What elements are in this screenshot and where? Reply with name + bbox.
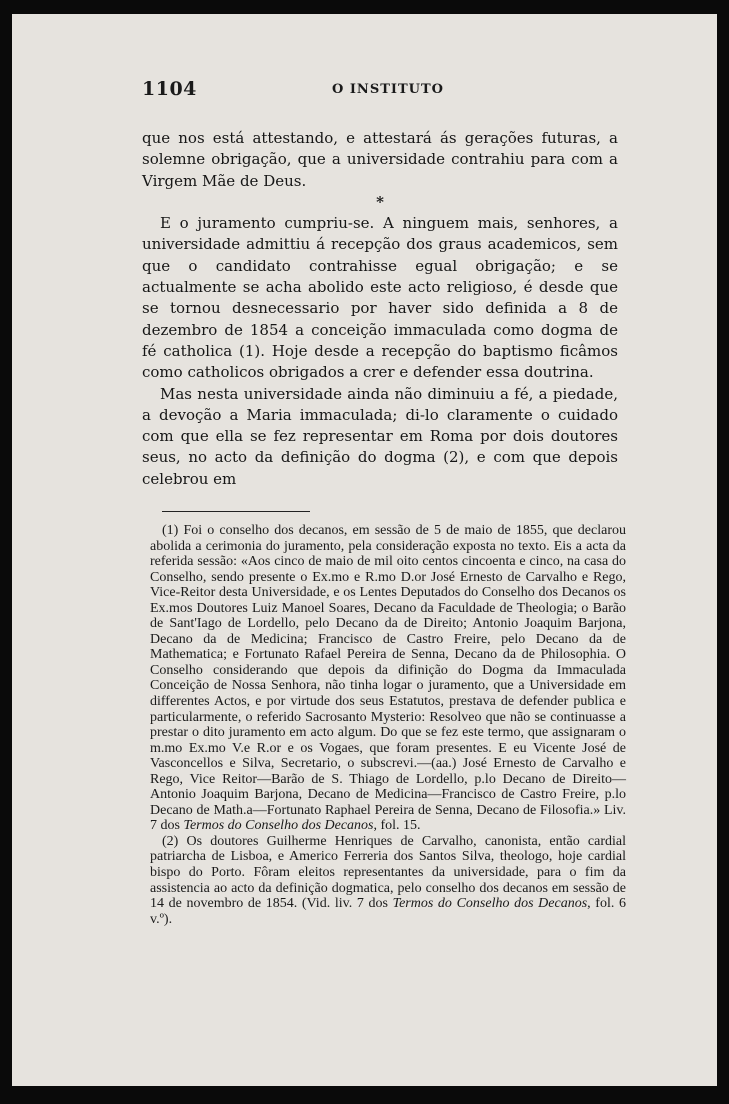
footnote-2-text: (2) Os doutores Guilherme Henriques de Carvalho, canonista, então cardial patriarcha de Lisboa, e Americo Ferreria dos Santos Silva, theologo, hoje cardial bispo do Porto. Fôram eleitos representantes da universidade, para o fim da assistencia ao acto da definição dogmatica, pelo conselho dos decanos em sessão de 14 de novembro de 1854. (Vid. liv. 7 dos bbox=[150, 833, 626, 912]
paragraph-1: que nos está attestando, e attestará ás gerações futuras, a solemne obrigação, que a universidade contrahiu para com a Virgem Mãe de Deus. bbox=[142, 129, 618, 190]
footnote-1-folio: , fol. 15. bbox=[373, 818, 421, 834]
page-header bbox=[142, 78, 617, 108]
book-page bbox=[12, 14, 717, 1086]
running-title: O INSTITUTO bbox=[332, 82, 444, 97]
footnote-1-text: (1) Foi o conselho dos decanos, em sessão de 5 de maio de 1855, que declarou abolida a cerimonia do juramento, pela consideração exposta no texto. Eis a acta da referida sessão: «Aos cinco de maio de mil oito centos cincoenta e cinco, na casa do Conselho, sendo presente o Ex.mo e R.mo D.or José Ernesto de Carvalho e Rego, Vice-Reitor desta Universidade, e os Lentes Deputados do Conselho dos Decanos os Ex.mos Doutores Luiz Manoel Soares, Decano da Faculdade de Theologia; o Barão de Sant'Iago de Lordello, pelo Decano da de Direito; Antonio Joaquim Barjona, Decano da de Medicina; Francisco de Castro Freire, pelo Decano da de Mathematica; e Fortunato Rafael Pereira de Senna, Decano da de Philosophia. O Conselho considerando que depois da difinição do Dogma da Immaculada Conceição de Nossa Senhora, não tinha logar o juramento, que a Universidade em differentes Actos, e por virtude dos seus Estatutos, prestava de defender publica e particularmente, o referido Sacrosanto Mysterio: Resolveo que não se continuasse a prestar o dito juramento em acto algum. Do que se fez este termo, que assignaram o m.mo Ex.mo V.e R.or e os Vogaes, que foram presentes. E eu Vicente José de Vasconcellos e Silva, Secretario, o subscrevi.—(aa.) José Ernesto de Carvalho e Rego, Vice Reitor—Barão de S. Thiago de Lordello, p.lo Decano de Direito—Antonio Joaquim Barjona, Decano de Medicina—Francisco de Castro Freire, p.lo Decano de Math.a—Fortunato Raphael Pereira de Senna, Decano de Filosofia.» Liv. 7 dos bbox=[150, 523, 626, 834]
page-number: 1104 bbox=[142, 78, 197, 100]
footnote-1 bbox=[150, 523, 626, 834]
footnote-2 bbox=[150, 834, 626, 927]
footnote-2-folio: , fol. 6 v.º). bbox=[150, 896, 626, 927]
footnote-2-source-title: Termos do Conselho dos Decanos bbox=[392, 896, 588, 912]
main-text bbox=[142, 128, 618, 490]
footnote-1-source-title: Termos do Conselho dos Decanos bbox=[183, 818, 374, 834]
section-separator: * bbox=[376, 192, 384, 211]
footnote-rule bbox=[162, 511, 310, 512]
paragraph-3: Mas nesta universidade ainda não diminuiu a fé, a piedade, a devoção a Maria immaculada; di-lo claramente o cuidado com que ella se fez representar em Roma por dois doutores seus, no acto da definição do dogma (2), e com que depois celebrou em bbox=[142, 384, 618, 488]
footnotes bbox=[150, 523, 626, 927]
paragraph-2: E o juramento cumpriu-se. A ninguem mais, senhores, a universidade admittiu á recepção dos graus academicos, sem que o candidato contrahisse egual obrigação; e se actualmente se acha abolido este acto religioso, é desde que se tornou desnecessario por haver sido definida a 8 de dezembro de 1854 a conceição immaculada como dogma de fé catholica (1). Hoje desde a recepção do baptismo ficâmos como catholicos obrigados a crer e defender essa doutrina. bbox=[142, 214, 618, 382]
